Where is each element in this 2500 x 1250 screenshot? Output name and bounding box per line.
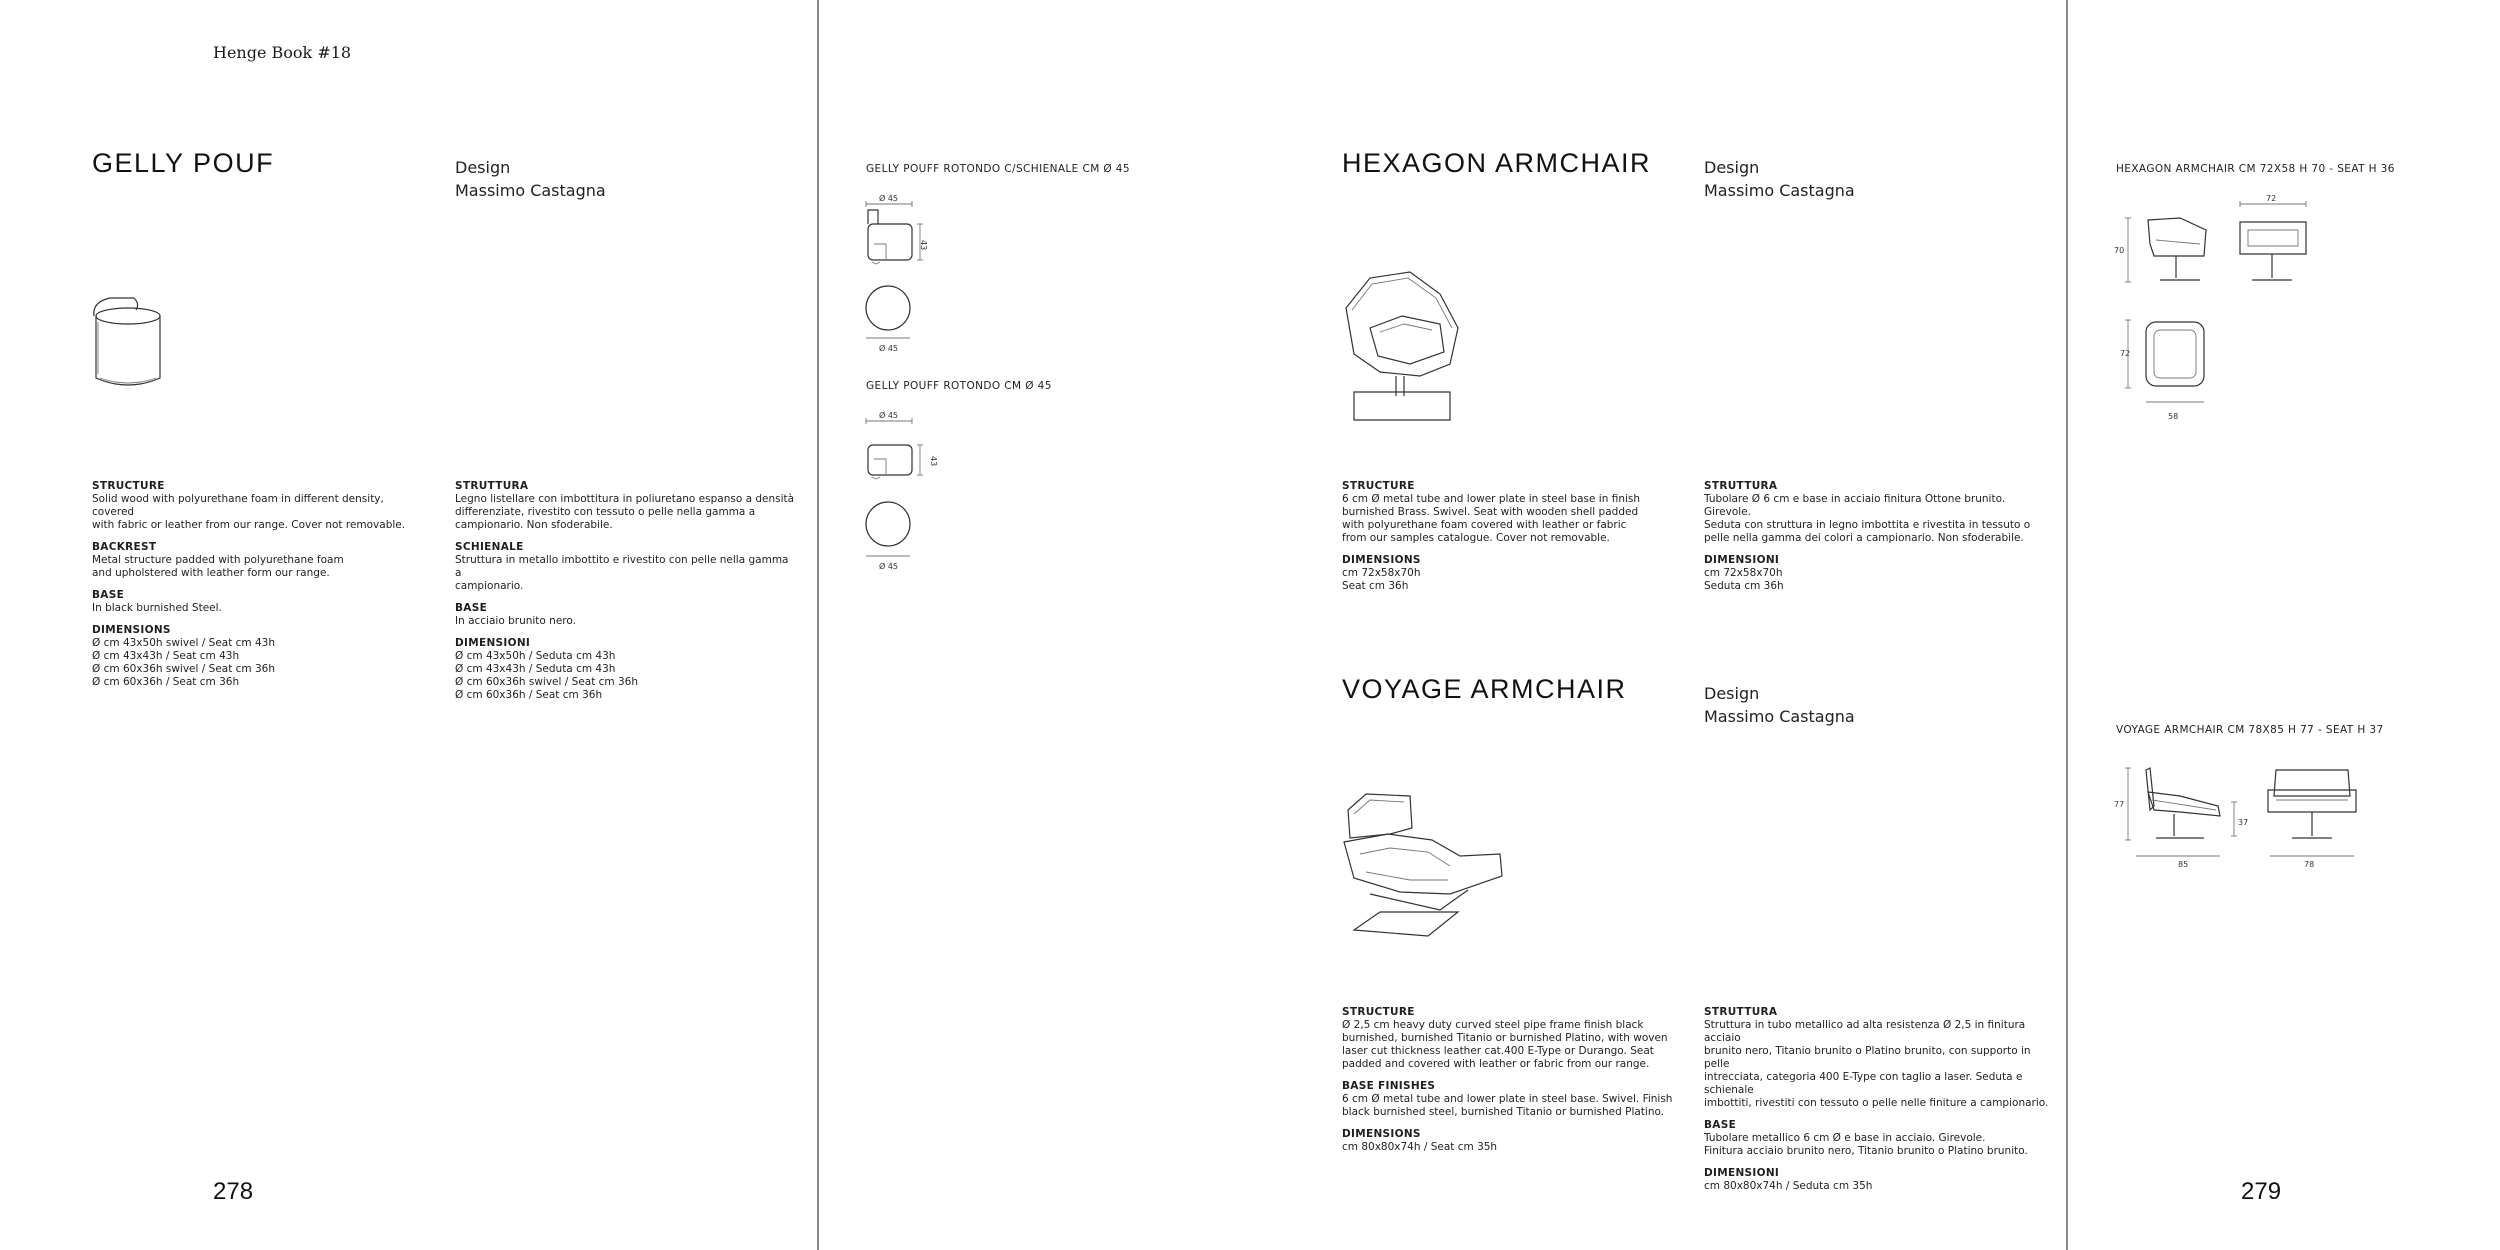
- spec-heading: DIMENSIONS: [1342, 1128, 1421, 1140]
- dimension-label: 72: [2120, 349, 2131, 358]
- dimension-label: 43: [929, 456, 938, 467]
- gelly-backrest-side-view: [864, 204, 944, 274]
- spec-heading: DIMENSIONI: [1704, 1167, 1780, 1179]
- voyage-design-credit: [1704, 682, 1855, 728]
- spec-block: [1704, 1006, 2059, 1110]
- spec-block: [1704, 1167, 2059, 1193]
- spec-block: [1342, 1006, 1687, 1071]
- spec-text: Ø cm 43x50h / Seduta cm 43h Ø cm 43x43h / Seduta cm 43h Ø cm 60x36h swivel / Seat cm 36h Ø cm 60x36h / Seat cm 36h: [455, 650, 639, 701]
- spec-text: Struttura in metallo imbottito e rivestito con pelle nella gamma a campionario.: [455, 554, 789, 592]
- voyage-armchair-illustration: [1340, 790, 1510, 940]
- gelly-pouf-illustration: [88, 294, 168, 394]
- spec-text: cm 72x58x70h Seat cm 36h: [1342, 567, 1421, 592]
- spread-divider-left: [817, 0, 819, 1250]
- spec-block: [455, 602, 795, 628]
- spec-text: Metal structure padded with polyurethane foam and upholstered with leather form our range.: [92, 554, 344, 579]
- dimension-label: 77: [2114, 800, 2125, 809]
- spec-block: [1342, 480, 1672, 545]
- spec-text: cm 72x58x70h Seduta cm 36h: [1704, 567, 1784, 592]
- gelly-round-side-view: [864, 421, 944, 485]
- voyage-spec-it: [1704, 1006, 2059, 1202]
- spec-block: [1342, 554, 1672, 593]
- design-label: Design: [1704, 684, 1760, 703]
- spec-block: [92, 589, 422, 615]
- spec-block: [1342, 1128, 1687, 1154]
- dimension-label: Ø 45: [879, 194, 899, 203]
- spec-text: In black burnished Steel.: [92, 602, 222, 614]
- spec-heading: STRUCTURE: [1342, 1006, 1415, 1018]
- dimension-label: 78: [2304, 860, 2315, 869]
- spec-heading: BACKREST: [92, 541, 157, 553]
- spec-heading: STRUTTURA: [1704, 480, 1778, 492]
- spec-text: Tubolare metallico 6 cm Ø e base in acciaio. Girevole. Finitura acciaio brunito nero, Titanio brunito o Platino brunito.: [1704, 1132, 2028, 1157]
- hexagon-drawing-label: HEXAGON ARMCHAIR CM 72X58 H 70 - SEAT H 36: [2116, 163, 2395, 175]
- spec-block: [1704, 1119, 2059, 1158]
- hexagon-side-and-front-views: [2120, 204, 2360, 284]
- spec-block: [1342, 1080, 1687, 1119]
- spec-text: Struttura in tubo metallico ad alta resistenza Ø 2,5 in finitura acciaio brunito nero, Titanio brunito o Platino brunito, con supporto in pelle intrecciata, categoria 400 E-Type con taglio a laser. Seduta e schienale imbottiti, rivestiti con tessuto o pelle nelle finiture a campionario.: [1704, 1019, 2049, 1109]
- voyage-side-and-front-views: [2120, 766, 2360, 866]
- spec-text: Tubolare Ø 6 cm e base in acciaio finitura Ottone brunito. Girevole. Seduta con struttura in legno imbottita e rivestita in tessuto o pelle nella gamma dei colori a campionario. Non sfoderabile.: [1704, 493, 2031, 544]
- voyage-spec-en: [1342, 1006, 1687, 1163]
- gelly-round-top-view: [864, 500, 924, 562]
- spec-text: 6 cm Ø metal tube and lower plate in steel base. Swivel. Finish black burnished steel, burnished Titanio or burnished Platino.: [1342, 1093, 1673, 1118]
- designer-name: Massimo Castagna: [1704, 707, 1855, 726]
- gelly-drawing-label-round: GELLY POUFF ROTONDO CM Ø 45: [866, 380, 1052, 392]
- spec-text: Legno listellare con imbottitura in poliuretano espanso a densità differenziate, rivestito con tessuto o pelle nella gamma a campionario. Non sfoderabile.: [455, 493, 795, 531]
- spec-text: cm 80x80x74h / Seduta cm 35h: [1704, 1180, 1873, 1192]
- spec-heading: BASE: [1704, 1119, 1737, 1131]
- hexagon-title: HEXAGON ARMCHAIR: [1342, 148, 1652, 178]
- spec-heading: DIMENSIONI: [455, 637, 531, 649]
- spec-heading: SCHIENALE: [455, 541, 524, 553]
- dimension-label: Ø 45: [879, 344, 899, 353]
- spec-block: [92, 480, 422, 532]
- designer-name: Massimo Castagna: [1704, 181, 1855, 200]
- spec-heading: BASE FINISHES: [1342, 1080, 1436, 1092]
- spec-block: [92, 624, 422, 689]
- spec-block: [455, 637, 795, 702]
- spec-heading: STRUCTURE: [1342, 480, 1415, 492]
- spec-heading: DIMENSIONI: [1704, 554, 1780, 566]
- hexagon-spec-en: [1342, 480, 1672, 602]
- spec-text: Ø cm 43x50h swivel / Seat cm 43h Ø cm 43x43h / Seat cm 43h Ø cm 60x36h swivel / Seat cm 36h Ø cm 60x36h / Seat cm 36h: [92, 637, 276, 688]
- spec-heading: STRUTTURA: [455, 480, 529, 492]
- dimension-label: 58: [2168, 412, 2179, 421]
- hexagon-top-view: [2126, 318, 2216, 412]
- book-title: Henge Book #18: [213, 43, 352, 62]
- gelly-spec-it: [455, 480, 795, 711]
- spec-heading: DIMENSIONS: [92, 624, 171, 636]
- design-label: Design: [455, 158, 511, 177]
- spec-text: In acciaio brunito nero.: [455, 615, 576, 627]
- hexagon-spec-it: [1704, 480, 2049, 602]
- voyage-drawing-label: VOYAGE ARMCHAIR CM 78X85 H 77 - SEAT H 37: [2116, 724, 2384, 736]
- spread-divider-right: [2066, 0, 2068, 1250]
- spec-text: Ø 2,5 cm heavy duty curved steel pipe frame finish black burnished, burnished Titanio or burnished Platino, with woven laser cut thickness leather cat.400 E-Type or Durango. Seat padded and covered with leather or fabric from our range.: [1342, 1019, 1668, 1070]
- spec-heading: BASE: [455, 602, 488, 614]
- spec-text: Solid wood with polyurethane foam in different density, covered with fabric or leather from our range. Cover not removable.: [92, 493, 406, 531]
- page-number-right: 279: [2241, 1178, 2282, 1205]
- gelly-backrest-top-view: [864, 284, 924, 344]
- spec-text: cm 80x80x74h / Seat cm 35h: [1342, 1141, 1498, 1153]
- dimension-label: 85: [2178, 860, 2189, 869]
- dimension-label: Ø 45: [879, 562, 899, 571]
- dimension-label: 43: [919, 240, 928, 251]
- spec-block: [1704, 480, 2049, 545]
- designer-name: Massimo Castagna: [455, 181, 606, 200]
- spec-heading: DIMENSIONS: [1342, 554, 1421, 566]
- gelly-design-credit: [455, 156, 606, 202]
- spec-block: [92, 541, 422, 580]
- gelly-title: GELLY POUF: [92, 148, 275, 178]
- hexagon-armchair-illustration: [1340, 268, 1480, 428]
- spec-block: [455, 480, 795, 532]
- gelly-spec-en: [92, 480, 422, 698]
- dimension-label: 72: [2266, 194, 2277, 203]
- voyage-title: VOYAGE ARMCHAIR: [1342, 674, 1627, 704]
- spec-heading: BASE: [92, 589, 125, 601]
- spec-heading: STRUTTURA: [1704, 1006, 1778, 1018]
- gelly-drawing-label-backrest: GELLY POUFF ROTONDO C/SCHIENALE CM Ø 45: [866, 163, 1130, 175]
- dimension-label: 37: [2238, 818, 2249, 827]
- page-number-left: 278: [213, 1178, 254, 1205]
- spec-text: 6 cm Ø metal tube and lower plate in steel base in finish burnished Brass. Swivel. Seat with wooden shell padded with polyurethane foam covered with leather or fabric from our samples catalogue. Cover not removable.: [1342, 493, 1641, 544]
- hexagon-design-credit: [1704, 156, 1855, 202]
- dimension-label: 70: [2114, 246, 2125, 255]
- spec-heading: STRUCTURE: [92, 480, 165, 492]
- spec-block: [455, 541, 795, 593]
- spec-block: [1704, 554, 2049, 593]
- dimension-label: Ø 45: [879, 411, 899, 420]
- design-label: Design: [1704, 158, 1760, 177]
